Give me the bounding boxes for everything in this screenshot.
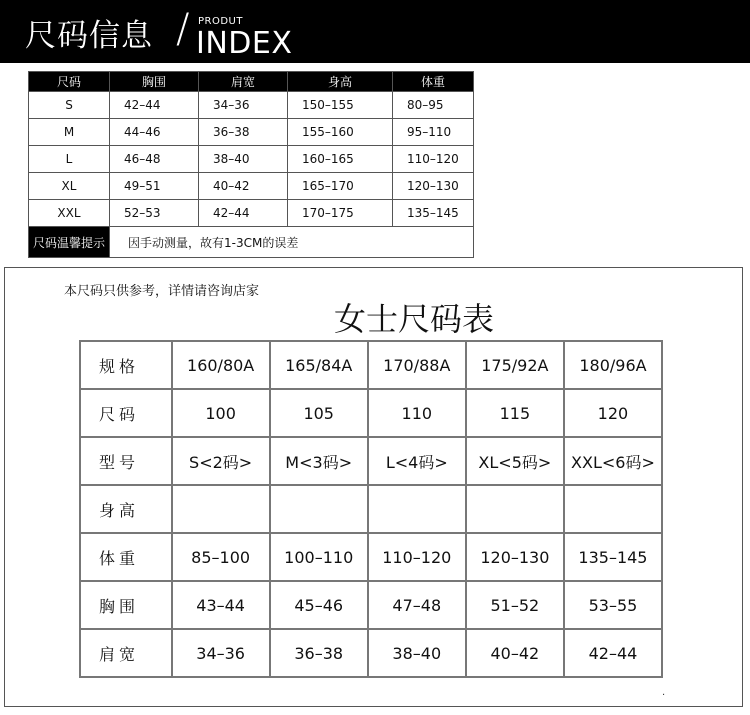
table-cell: 120–130	[466, 533, 564, 581]
womens-size-table	[79, 340, 663, 678]
row-label: 规格	[80, 341, 172, 389]
size-table-header-row	[29, 72, 474, 92]
table-cell: 155–160	[288, 119, 393, 146]
table-cell	[466, 485, 564, 533]
size-cell: S	[29, 92, 110, 119]
table-cell: 80–95	[393, 92, 474, 119]
table-row	[80, 629, 662, 677]
header-cell: 身高	[288, 72, 393, 92]
table-cell: 105	[270, 389, 368, 437]
table-row	[29, 200, 474, 227]
table-cell: 42–44	[110, 92, 199, 119]
tip-text: 因手动测量，故有1-3CM的误差	[110, 227, 474, 258]
table-cell: 43–44	[172, 581, 270, 629]
table-cell: 36–38	[270, 629, 368, 677]
table-row	[80, 485, 662, 533]
table-cell: 160/80A	[172, 341, 270, 389]
table-cell: 180/96A	[564, 341, 662, 389]
size-cell: M	[29, 119, 110, 146]
table-cell: 40–42	[199, 173, 288, 200]
header-cell: 肩宽	[199, 72, 288, 92]
size-cell: XL	[29, 173, 110, 200]
table-cell: 34–36	[199, 92, 288, 119]
table-cell: L<4码>	[368, 437, 466, 485]
table-cell: 53–55	[564, 581, 662, 629]
table-cell: 40–42	[466, 629, 564, 677]
table-cell: 115	[466, 389, 564, 437]
header-slash: /	[176, 6, 190, 52]
row-label: 肩宽	[80, 629, 172, 677]
table-cell: 45–46	[270, 581, 368, 629]
table-row	[29, 119, 474, 146]
table-row	[29, 146, 474, 173]
size-table	[28, 71, 474, 258]
table-cell: XL<5码>	[466, 437, 564, 485]
table-cell	[564, 485, 662, 533]
table-cell: 110–120	[368, 533, 466, 581]
table-cell: 135–145	[393, 200, 474, 227]
table-cell: 170/88A	[368, 341, 466, 389]
table-cell: 175/92A	[466, 341, 564, 389]
row-label: 胸围	[80, 581, 172, 629]
header-cell: 体重	[393, 72, 474, 92]
reference-note: 本尺码只供参考，详情请咨询店家	[64, 284, 260, 299]
table-cell: 150–155	[288, 92, 393, 119]
table-cell: XXL<6码>	[564, 437, 662, 485]
table-row	[29, 92, 474, 119]
table-row	[29, 173, 474, 200]
header-main: INDEX	[196, 26, 293, 61]
tip-label: 尺码温馨提示	[29, 227, 110, 258]
table-cell: 51–52	[466, 581, 564, 629]
table-cell: 34–36	[172, 629, 270, 677]
table-cell: 42–44	[199, 200, 288, 227]
table-cell: S<2码>	[172, 437, 270, 485]
row-label: 身高	[80, 485, 172, 533]
tip-row	[29, 227, 474, 258]
row-label: 型号	[80, 437, 172, 485]
header-title: 尺码信息	[25, 18, 153, 54]
table-cell: 42–44	[564, 629, 662, 677]
table-cell: M<3码>	[270, 437, 368, 485]
size-cell: L	[29, 146, 110, 173]
table-cell: 44–46	[110, 119, 199, 146]
table-cell: 100	[172, 389, 270, 437]
table-cell: 85–100	[172, 533, 270, 581]
table-cell: 120–130	[393, 173, 474, 200]
table-cell: 165–170	[288, 173, 393, 200]
header-cell: 尺码	[29, 72, 110, 92]
table-cell: 165/84A	[270, 341, 368, 389]
size-cell: XXL	[29, 200, 110, 227]
table-cell: 135–145	[564, 533, 662, 581]
row-label: 体重	[80, 533, 172, 581]
table-cell: 95–110	[393, 119, 474, 146]
table-cell: 120	[564, 389, 662, 437]
table-cell: 49–51	[110, 173, 199, 200]
table-row	[80, 533, 662, 581]
table-row	[80, 437, 662, 485]
table-cell	[368, 485, 466, 533]
decorative-dot: ·	[662, 690, 666, 701]
header-subtitle: PRODUT	[198, 16, 243, 27]
header-cell: 胸围	[110, 72, 199, 92]
row-label: 尺码	[80, 389, 172, 437]
table-cell: 46–48	[110, 146, 199, 173]
table-cell: 110–120	[393, 146, 474, 173]
table-cell: 100–110	[270, 533, 368, 581]
womens-size-title: 女士尺码表	[334, 300, 495, 338]
table-cell: 36–38	[199, 119, 288, 146]
table-cell	[270, 485, 368, 533]
table-row	[80, 341, 662, 389]
table-row	[80, 581, 662, 629]
table-cell: 47–48	[368, 581, 466, 629]
table-cell: 38–40	[199, 146, 288, 173]
table-cell	[172, 485, 270, 533]
table-cell: 110	[368, 389, 466, 437]
table-cell: 170–175	[288, 200, 393, 227]
page-header	[0, 0, 750, 63]
table-cell: 52–53	[110, 200, 199, 227]
table-cell: 160–165	[288, 146, 393, 173]
table-row	[80, 389, 662, 437]
table-cell: 38–40	[368, 629, 466, 677]
